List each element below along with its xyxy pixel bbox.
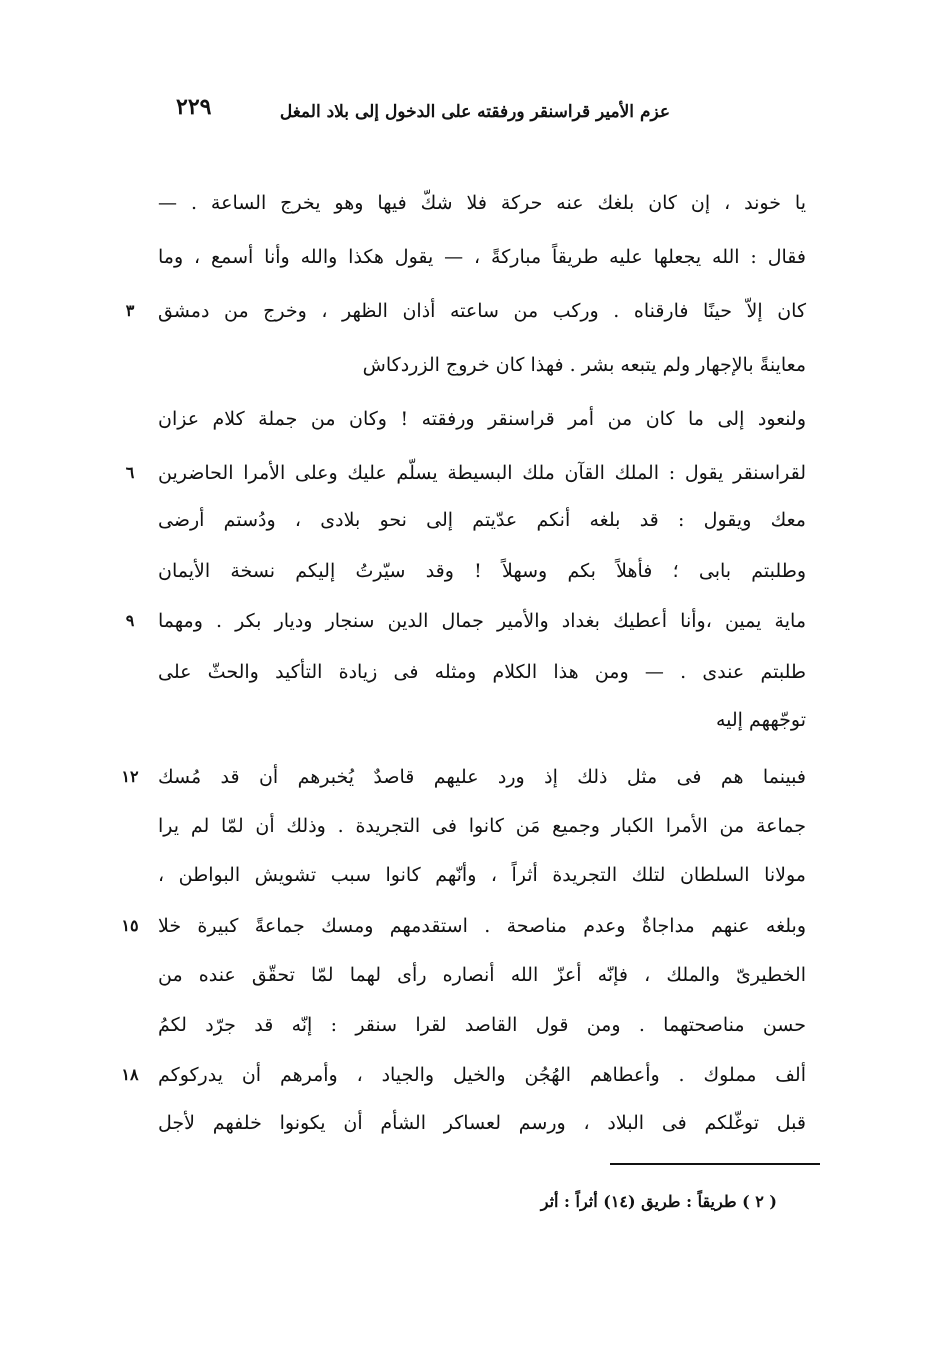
line-number: ١٢ xyxy=(121,767,139,786)
text-line: فقال : الله يجعلها عليه طريقاً مباركةً ، — يقول هكذا والله وأنا أسمع ، وما xyxy=(158,246,806,268)
footnote: ( ٢ ) طريقاً : طريق (١٤) أثراً : أثر xyxy=(540,1192,777,1211)
text-line: لقراسنقر يقول : الملك القآن ملك البسيطة يسلّم عليك وعلى الأمرا الحاضرين xyxy=(158,462,806,484)
text-line: مولانا السلطان لتلك التجريدة أثراً ، وأنّهم كانوا سبب تشويش البواطن ، xyxy=(158,864,806,886)
text-line: وطلبتم بابى ؛ فأهلاً بكم وسهلاً ! وقد سيّرتُ إليكم نسخة الأيمان xyxy=(158,560,806,582)
text-line: طلبتم عندى . — ومن هذا الكلام ومثله فى زيادة التأكيد والحثّ على xyxy=(158,661,806,683)
text-line: الخطيرىّ والملك ، فإنّه أعزّ الله أنصاره رأى لهما لمّا تحقّق عنده من xyxy=(158,964,806,986)
page-number: ٢٢٩ xyxy=(176,94,212,120)
text-line: توجّههم إليه xyxy=(715,709,806,731)
footnote-divider xyxy=(610,1163,820,1165)
line-number: ٩ xyxy=(125,611,135,630)
line-number: ١٥ xyxy=(121,916,139,935)
text-line: جماعة من الأمرا الكبار وجميع مَن كانوا فى التجريدة . وذلك أن لمّا لم يرا xyxy=(158,815,806,837)
text-line: ألف مملوك . وأعطاهم الهُجُن والخيل والجياد ، وأمرهم أن يدركوكم xyxy=(158,1064,806,1086)
line-number: ١٨ xyxy=(121,1065,139,1084)
text-line: ماية يمين ،وأنا أعطيك بغداد والأمير جمال الدين سنجار وديار بكر . ومهما xyxy=(158,610,806,632)
text-line: كان إلاّ حينًا فارقناه . وركب من ساعته أذان الظهر ، وخرج من دمشق xyxy=(158,300,806,322)
text-line: حسن مناصحتهما . ومن قول القاصد لقرا سنقر : إنّه قد جرّد لكمُ xyxy=(158,1014,806,1036)
text-line: فبينما هم فى مثل ذلك إذ ورد عليهم قاصدٌ يُخبرهم أن قد مُسك xyxy=(158,766,806,788)
running-title: عزم الأمير قراسنقر ورفقته على الدخول إلى بلاد المغل xyxy=(279,102,670,122)
line-number: ٦ xyxy=(125,463,135,482)
text-line: قبل توغّلكم فى البلاد ، ورسم لعساكر الشأم أن يكونوا خلفهم لأجل xyxy=(158,1112,806,1134)
text-line: وبلغه عنهم مداجاةٌ وعدم مناصحة . استقدمهم ومسك جماعةً كبيرة خلا xyxy=(158,915,806,937)
line-number: ٣ xyxy=(125,301,135,320)
text-line: ولنعود إلى ما كان من أمر قراسنقر ورفقته ! وكان من جملة كلام عزان xyxy=(158,408,806,430)
text-line: معك ويقول : قد بلغه أنكم عدّيتم إلى نحو بلادى ، ودُستم أرضى xyxy=(158,509,806,531)
text-line: معاينةً بالإجهار ولم يتبعه بشر . فهذا كان خروج الزردكاش xyxy=(362,354,806,376)
page-header xyxy=(160,94,670,134)
text-line: يا خوند ، إن كان بلغك عنه حركة فلا شكّ فيها وهو يخرج الساعة . — xyxy=(158,192,806,214)
